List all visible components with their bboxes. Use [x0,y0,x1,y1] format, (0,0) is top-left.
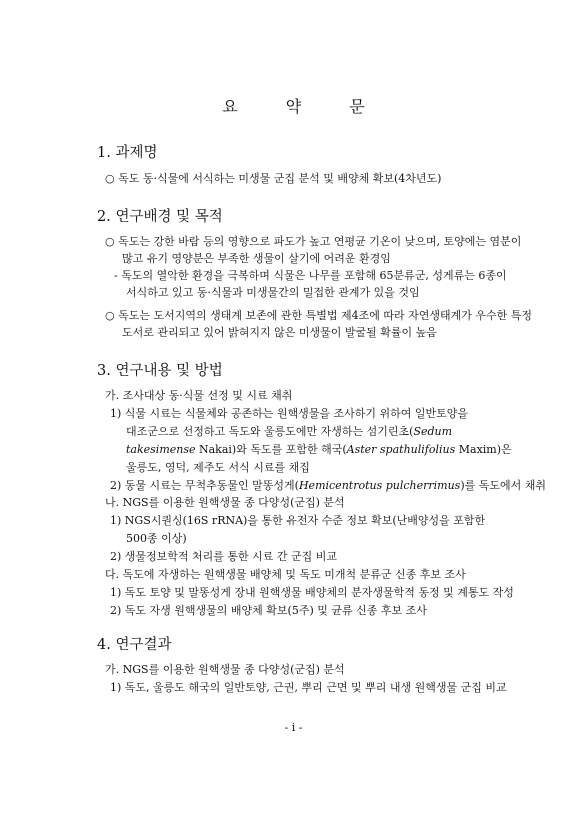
section-3-a1-line-1: 1) 식물 시료는 식물체와 공존하는 원핵생물을 조사하기 위하여 일반토양을 [110,407,469,420]
section-2-para-2-line-2: 서식하고 있고 동·식물과 미생물간의 밀접한 관계가 있을 것임 [126,286,420,299]
section-heading-3: 3. 연구내용 및 방법 [97,363,223,379]
section-1-item: ○ 독도 동·식물에 서식하는 미생물 군집 분석 및 배양체 확보(4차년도) [105,172,442,185]
section-heading-1: 1. 과제명 [97,145,158,161]
title-char: 요 [222,97,238,116]
section-4-a1: 1) 독도, 울릉도 해국의 일반토양, 근권, 뿌리 근면 및 뿌리 내생 원핵생물 군집 비교 [110,681,507,694]
section-3-a1-line-2: 대조군으로 선정하고 독도와 울릉도에만 자생하는 섬기린초(Sedum [126,425,453,438]
section-2-para-3-line-1: ○ 독도는 도서지역의 생태계 보존에 관한 특별법 제4조에 따라 자연생태계가 우수한 특정 [105,309,532,322]
section-3-c1: 1) 독도 토양 및 말똥성게 장내 원핵생물 배양체의 분자생물학적 동정 및 계통도 작성 [110,586,514,599]
section-3-b1-line-1: 1) NGS시퀀싱(16S rRNA)을 통한 유전자 수준 정보 확보(난배양성을 포함한 [110,514,486,527]
section-2-para-3-line-2: 도서로 관리되고 있어 밝혀지지 않은 미생물이 발굴될 확률이 높음 [122,326,437,339]
page-title [0,94,587,117]
section-3-item-b: 나. NGS를 이용한 원핵생물 종 다양성(군집) 분석 [105,496,345,509]
scientific-name: Sedum [413,425,453,438]
section-3-b1-line-2: 500종 이상) [126,532,187,545]
page-number: - i - [284,721,303,734]
section-3-item-c: 다. 독도에 자생하는 원핵생물 배양체 및 독도 미개척 분류군 신종 후보 조사 [105,568,466,581]
scientific-name: Aster spathulifolius [346,443,456,456]
section-2-para-1-line-2: 많고 유기 영양분은 부족한 생물이 살기에 어려운 환경임 [122,252,391,265]
title-char: 약 [285,97,302,116]
section-2-para-1-line-1: ○ 독도는 강한 바람 등의 영향으로 파도가 높고 연평균 기온이 낮으며, 토양에는 염분이 [105,235,522,248]
section-3-c2: 2) 독도 자생 원핵생물의 배양체 확보(5주) 및 균류 신종 후보 조사 [110,604,427,617]
title-char: 문 [349,97,365,116]
scientific-name: takesimense [126,443,196,456]
section-3-a1-line-4: 울릉도, 영덕, 제주도 서식 시료를 채집 [126,461,310,474]
scientific-name: Hemicentrotus pulcherrimus [298,479,461,492]
section-heading-4: 4. 연구결과 [97,637,172,653]
section-3-b2: 2) 생물정보학적 처리를 통한 시료 간 군집 비교 [110,550,338,563]
section-3-item-a: 가. 조사대상 동·식물 선정 및 시료 채취 [105,389,293,402]
section-3-a2: 2) 동물 시료는 무척추동물인 말똥성게(Hemicentrotus pulcherrimus)를 독도에서 채취 [110,479,546,492]
section-4-item-a: 가. NGS를 이용한 원핵생물 종 다양성(군집) 분석 [105,663,345,676]
section-2-para-2-line-1: - 독도의 열악한 환경을 극복하며 식물은 나무를 포함해 65분류군, 성게류는 6종이 [114,269,507,282]
section-heading-2: 2. 연구배경 및 목적 [97,209,223,225]
section-3-a1-line-3: takesimense Nakai)와 독도를 포함한 해국(Aster spathulifolius Maxim)은 [126,443,512,456]
